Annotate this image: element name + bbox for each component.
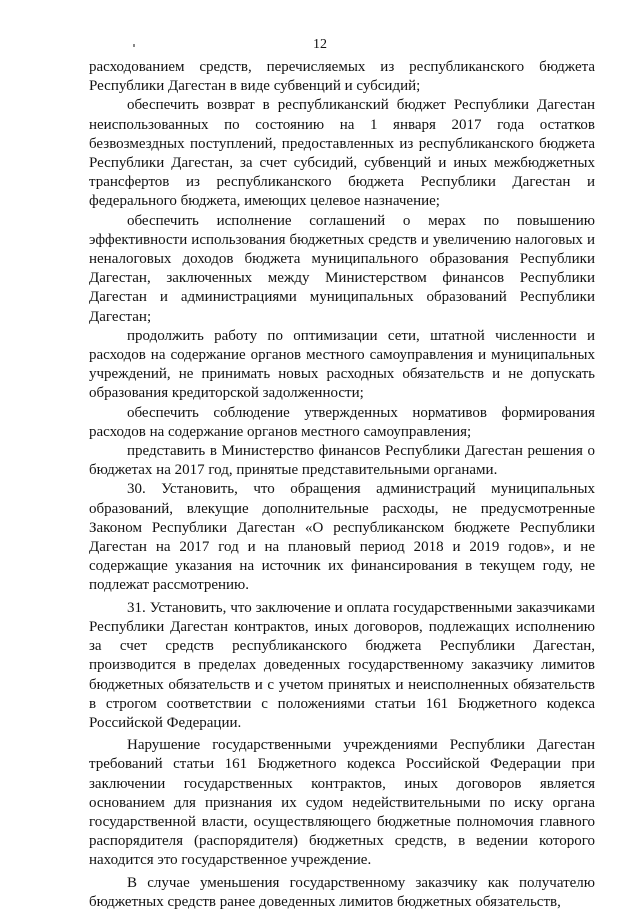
paragraph: В случае уменьшения государственному заказчику как получателю бюджетных средств ранее доведенных лимитов бюджетных обязательств, [89, 874, 595, 910]
paragraph: Нарушение государственными учреждениями Республики Дагестан требований статьи 161 Бюджетного кодекса Российской Федерации при заключении государственных контрактов, иных договоров является основанием для признания их судом недействительными по иску органа государственной власти, осуществляющего бюджетные полномочия главного распорядителя (распорядителя) бюджетных средств, в ведении которого находится это государственное учреждение. [89, 737, 595, 869]
scan-speck [133, 44, 135, 47]
paragraph-continuation: расходованием средств, перечисляемых из республиканского бюджета Республики Дагестан в виде субвенций и субсидий; [89, 59, 595, 95]
page-number: 12 [313, 37, 327, 52]
paragraph: продолжить работу по оптимизации сети, штатной численности и расходов на содержание органов местного самоуправления и муниципальных учреждений, не принимать новых расходных обязательств и не допускать образования кредиторской задолженности; [89, 327, 595, 402]
paragraph: обеспечить исполнение соглашений о мерах по повышению эффективности использования бюджетных средств и увеличению налоговых и неналоговых доходов бюджета муниципального образования Республики Дагестан, заключенных между Министерством финансов Республики Дагестан и администрациями муниципальных образований Республики Дагестан; [89, 212, 595, 325]
paragraph-clause-31: 31. Установить, что заключение и оплата государственными заказчиками Республики Дагестан контрактов, иных договоров, подлежащих исполнению за счет средств республиканского бюджета Республики Дагестан, производится в пределах доведенных государственному заказчику лимитов бюджетных обязательств и с учетом принятых и неисполненных обязательств в строгом соответствии с положениями статьи 161 Бюджетного кодекса Российской Федерации. [89, 599, 595, 731]
paragraph: обеспечить возврат в республиканский бюджет Республики Дагестан неиспользованных по состоянию на 1 января 2017 года остатков безвозмездных поступлений, предоставленных из республиканского бюджета Республики Дагестан, за счет субсидий, субвенций и иных межбюджетных трансфертов из республиканского бюджета Республики Дагестан и федерального бюджета, имеющих целевое назначение; [89, 97, 595, 210]
paragraph: обеспечить соблюдение утвержденных нормативов формирования расходов на содержание органов местного самоуправления; [89, 404, 595, 440]
document-body [89, 58, 595, 912]
paragraph-clause-30: 30. Установить, что обращения администраций муниципальных образований, влекущие дополнительные расходы, не предусмотренные Законом Республики Дагестан «О республиканском бюджете Республики Дагестан на 2017 год и на плановый период 2018 и 2019 годов», и не содержащие указания на источник их финансирования в текущем году, не подлежат рассмотрению. [89, 481, 595, 594]
paragraph: представить в Министерство финансов Республики Дагестан решения о бюджетах на 2017 год, принятые представительными органами. [89, 443, 595, 479]
